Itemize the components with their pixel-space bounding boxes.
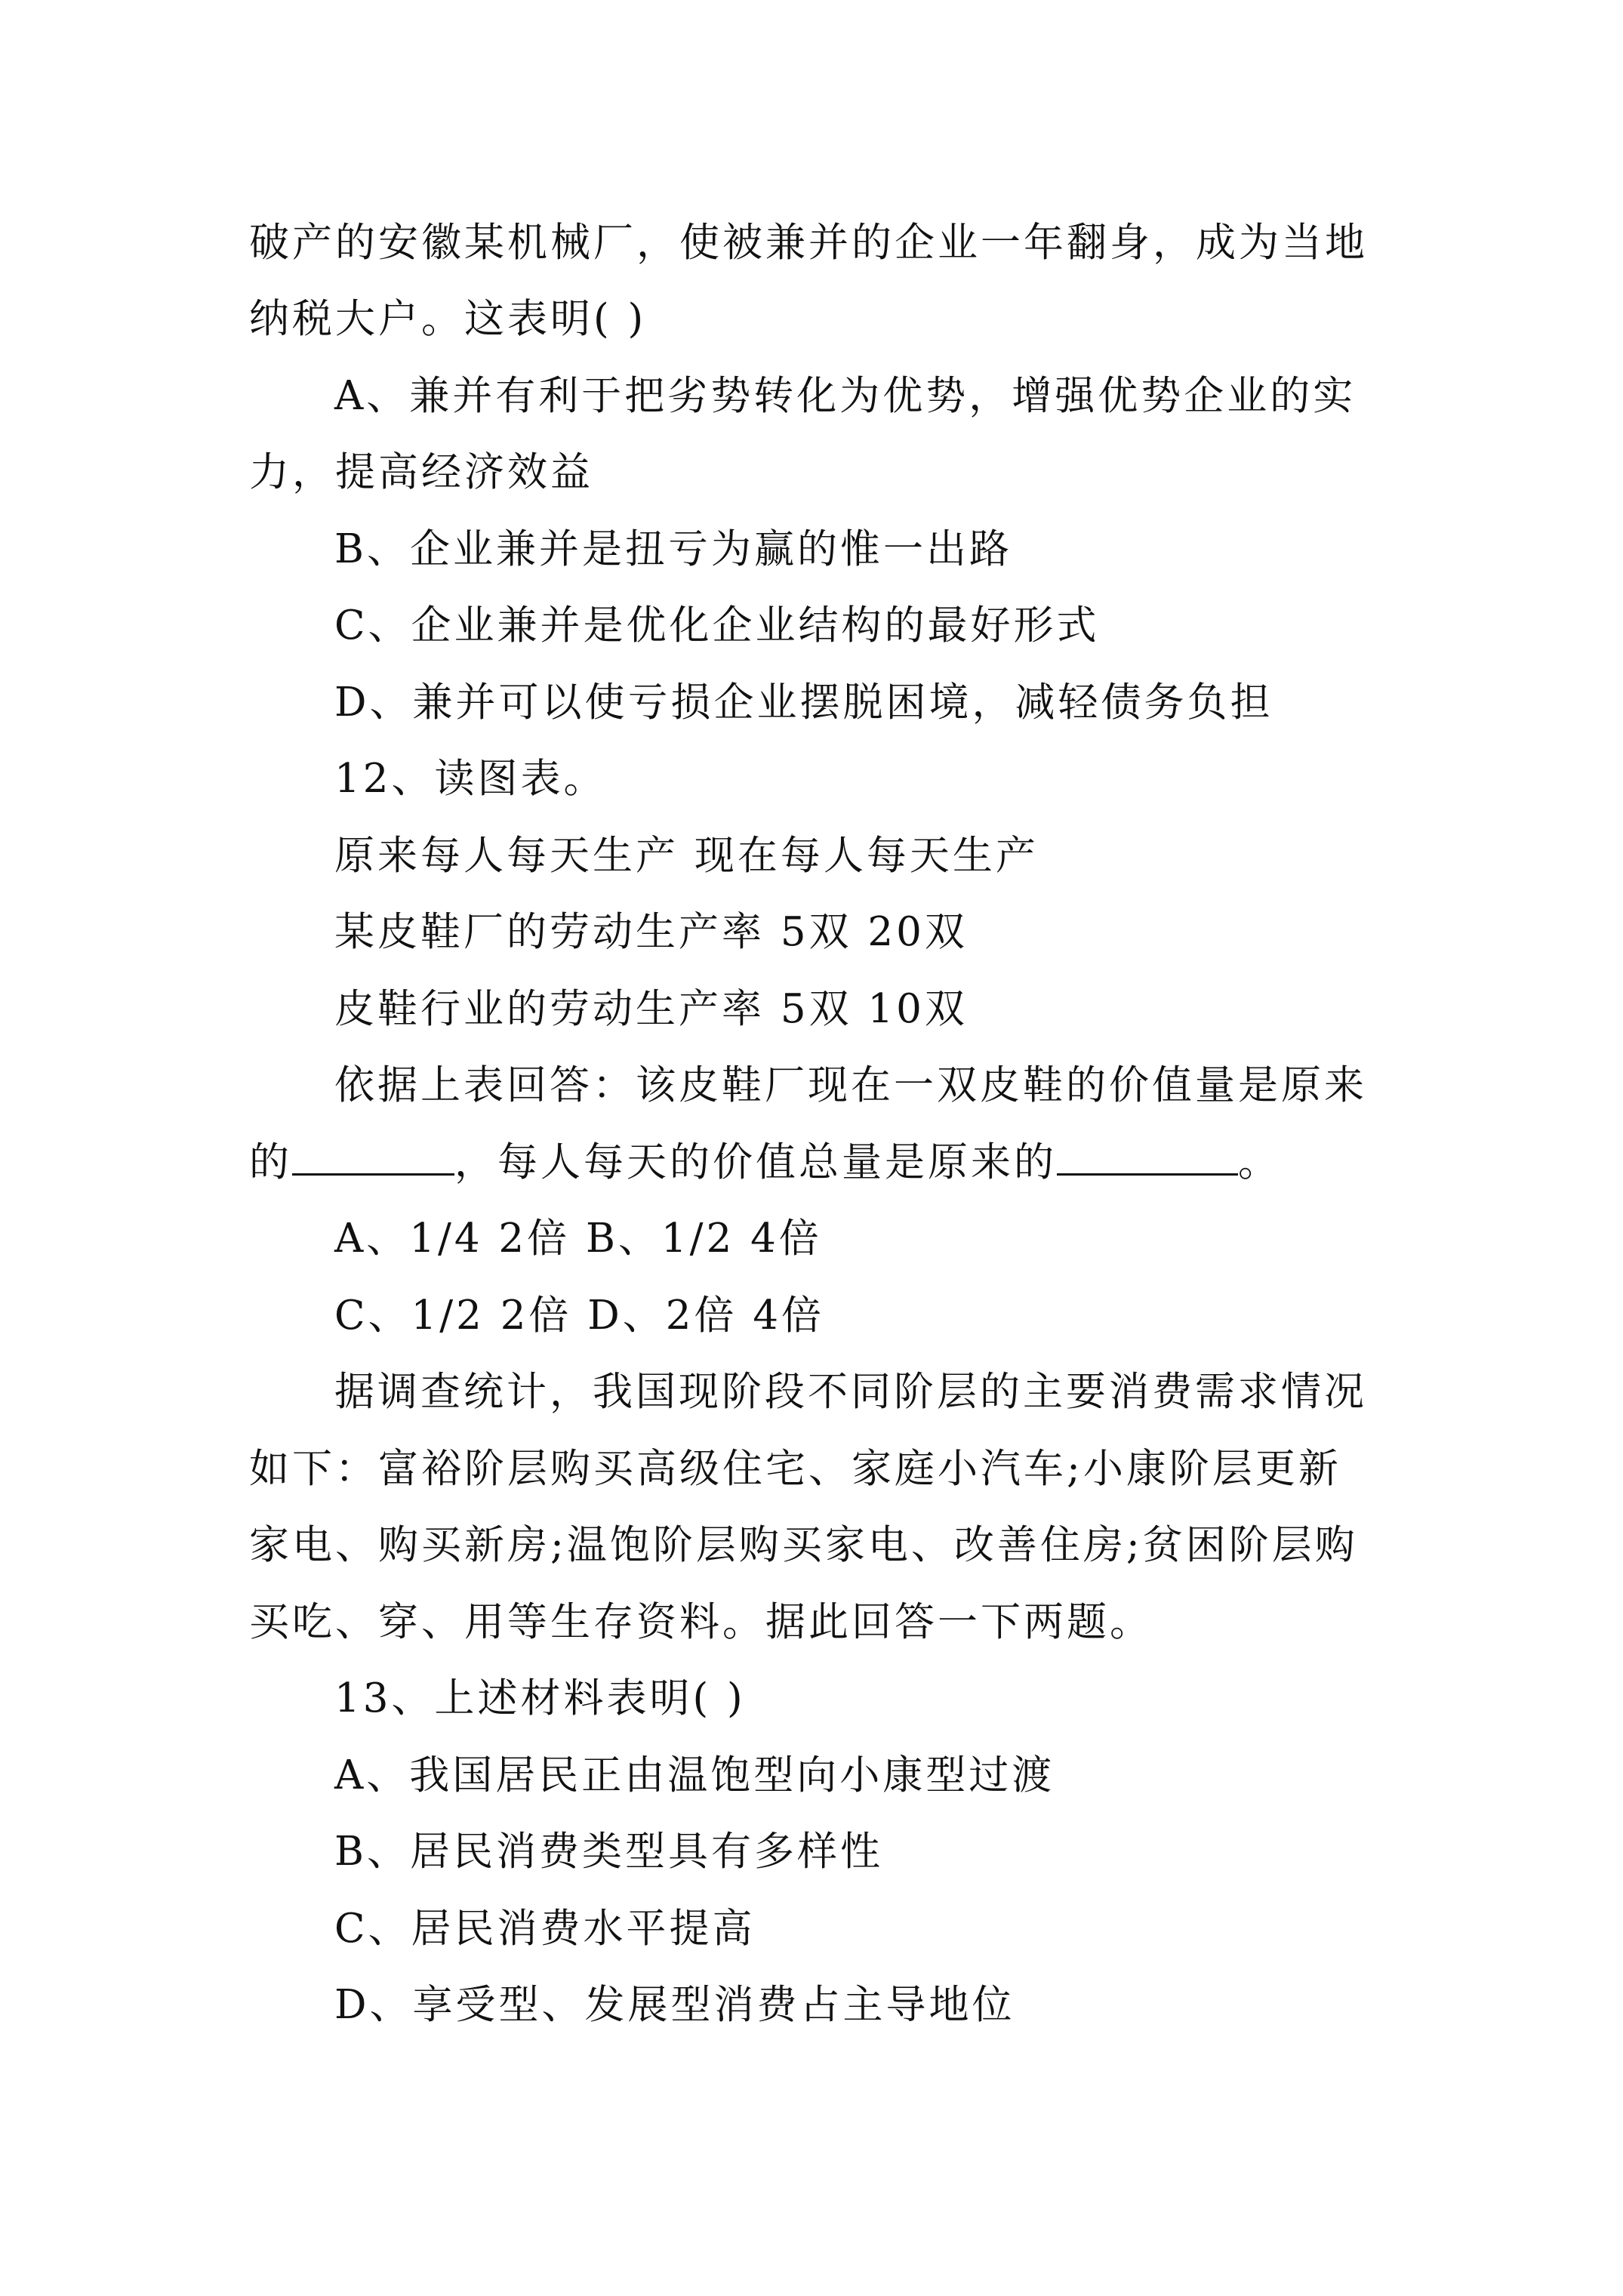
question-12: 12、读图表。 bbox=[334, 756, 607, 802]
text-line: 家电、购买新房;温饱阶层购买家电、改善住房;贫困阶层购 bbox=[249, 1522, 1358, 1568]
text-line: 纳税大户。这表明( ) bbox=[249, 296, 647, 342]
table-header-row: 原来每人每天生产 现在每人每天生产 bbox=[334, 833, 1039, 879]
option-b: B、企业兼并是扭亏为赢的惟一出路 bbox=[334, 526, 1012, 572]
text-segment: 的 bbox=[249, 1139, 292, 1185]
table-row: 某皮鞋厂的劳动生产率 5双 20双 bbox=[334, 909, 968, 955]
question-text: 依据上表回答：该皮鞋厂现在一双皮鞋的价值量是原来 bbox=[334, 1062, 1367, 1108]
options-row: C、1/2 2倍 D、2倍 4倍 bbox=[334, 1293, 825, 1339]
option-a: A、兼并有利于把劣势转化为优势，增强优势企业的实 bbox=[334, 373, 1357, 419]
text-segment: ，每人每天的价值总量是原来的 bbox=[454, 1139, 1057, 1185]
option-c: C、居民消费水平提高 bbox=[334, 1906, 756, 1952]
text-line: 力，提高经济效益 bbox=[249, 449, 593, 495]
option-d: D、享受型、发展型消费占主导地位 bbox=[334, 1982, 1015, 2028]
option-d: D、兼并可以使亏损企业摆脱困境，减轻债务负担 bbox=[334, 680, 1273, 726]
option-a: A、我国居民正由温饱型向小康型过渡 bbox=[334, 1752, 1055, 1798]
text-line: 买吃、穿、用等生存资料。据此回答一下两题。 bbox=[249, 1599, 1153, 1645]
question-13: 13、上述材料表明( ) bbox=[334, 1675, 746, 1721]
table-row: 皮鞋行业的劳动生产率 5双 10双 bbox=[334, 986, 968, 1032]
option-c: C、企业兼并是优化企业结构的最好形式 bbox=[334, 603, 1100, 649]
text-line: 破产的安徽某机械厂，使被兼并的企业一年翻身，成为当地 bbox=[249, 220, 1368, 266]
text-line: 据调查统计，我国现阶段不同阶层的主要消费需求情况 bbox=[334, 1369, 1367, 1415]
fill-in-line bbox=[249, 1139, 1281, 1187]
text-segment: 。 bbox=[1238, 1139, 1281, 1185]
answer-blank bbox=[292, 1140, 454, 1176]
option-b: B、居民消费类型具有多样性 bbox=[334, 1829, 883, 1875]
options-row: A、1/4 2倍 B、1/2 4倍 bbox=[334, 1216, 822, 1262]
text-line: 如下：富裕阶层购买高级住宅、家庭小汽车;小康阶层更新 bbox=[249, 1446, 1341, 1492]
answer-blank bbox=[1057, 1140, 1238, 1176]
